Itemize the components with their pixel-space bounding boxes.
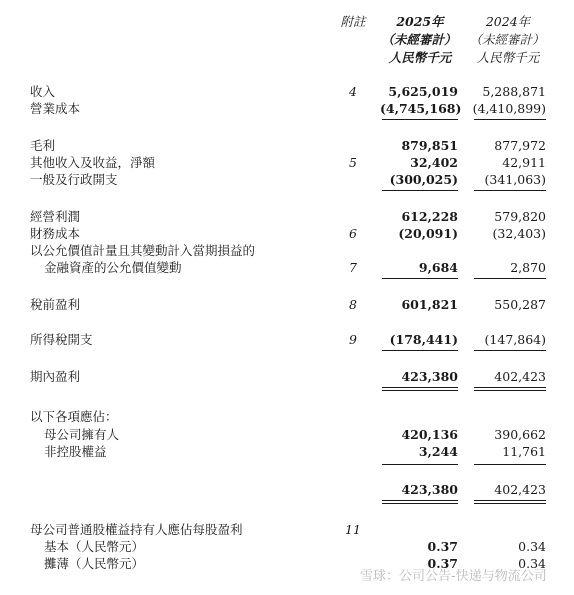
- value-2025: 423,380: [401, 369, 458, 384]
- watermark: [360, 565, 547, 584]
- watermark-text: 雪球：公司公告-快递与物流公司: [360, 569, 547, 584]
- double-rule-profit-1: [382, 387, 458, 388]
- rule-after-cost-2024: [474, 119, 546, 120]
- value-2025: (178,441): [389, 332, 458, 347]
- double-rule-profit-2024-1: [474, 387, 546, 388]
- rule-after-tax-2024: [474, 350, 546, 351]
- value-2025: 9,684: [418, 260, 458, 275]
- row-fvtpl-heading: [0, 243, 574, 259]
- row-label: 營業成本: [30, 101, 81, 116]
- row-finance-costs: [0, 226, 574, 242]
- row-revenue: [0, 84, 574, 100]
- rule-after-admin-2024: [474, 190, 546, 191]
- double-rule-profit-2024-2: [474, 390, 546, 391]
- row-note: 4: [349, 84, 357, 99]
- row-label: 財務成本: [30, 226, 81, 241]
- rule-after-cost: [382, 119, 458, 120]
- row-label: 期內盈利: [30, 369, 81, 384]
- rule-after-tax: [382, 350, 458, 351]
- row-profit-for-period: [0, 369, 574, 385]
- rule-after-fvtpl-2024: [474, 278, 546, 279]
- double-rule-total-2: [382, 503, 458, 504]
- value-2024: 390,662: [494, 427, 546, 442]
- col-2024-year: 2024年: [485, 14, 531, 29]
- value-2024: 0.34: [518, 556, 546, 571]
- value-2024: 42,911: [502, 155, 546, 170]
- value-2024: 11,761: [502, 444, 546, 459]
- value-2024: 5,288,871: [482, 84, 546, 99]
- row-label: 以下各項應佔：: [30, 409, 118, 424]
- value-2024: 579,820: [494, 209, 546, 224]
- value-2025: 32,402: [410, 155, 458, 170]
- row-note: 7: [349, 260, 357, 275]
- value-2025: 423,380: [401, 482, 458, 497]
- row-owners-of-parent: [0, 427, 574, 443]
- double-rule-total-2024-2: [474, 503, 546, 504]
- col-2025-unit: 人民幣千元: [388, 50, 452, 65]
- double-rule-total-1: [382, 500, 458, 501]
- row-eps-heading: [0, 522, 574, 538]
- value-2025: 420,136: [401, 427, 458, 442]
- value-2025: 879,851: [401, 138, 458, 153]
- row-attributable-heading: [0, 409, 574, 425]
- row-label: 基本（人民幣元）: [44, 539, 145, 554]
- row-fvtpl-change: [0, 260, 574, 276]
- row-label: 收入: [30, 84, 56, 99]
- row-label: 其他收入及收益，淨額: [30, 155, 156, 170]
- row-cost-of-sales: [0, 101, 574, 117]
- row-label: 金融資產的公允價值變動: [44, 260, 182, 275]
- value-2025: 601,821: [401, 297, 458, 312]
- rule-after-nci: [382, 464, 458, 465]
- row-gross-profit: [0, 138, 574, 154]
- row-note: 5: [349, 155, 357, 170]
- value-2024: 2,870: [510, 260, 546, 275]
- row-eps-basic: [0, 539, 574, 555]
- value-2025: (300,025): [389, 172, 458, 187]
- value-2025: 0.37: [427, 539, 458, 554]
- note-column-header: 附註: [340, 14, 366, 29]
- double-rule-profit-2: [382, 390, 458, 391]
- value-2024: (147,864): [484, 332, 546, 347]
- row-label: 以公允價值計量且其變動計入當期損益的: [30, 243, 256, 258]
- rule-after-fvtpl: [382, 278, 458, 279]
- row-label: 毛利: [30, 138, 56, 153]
- value-2024: 402,423: [494, 369, 546, 384]
- col-2024-audit: （未經審計）: [469, 32, 545, 47]
- row-note: 9: [349, 332, 357, 347]
- value-2024: (341,063): [484, 172, 546, 187]
- col-2025-audit: （未經審計）: [381, 32, 457, 47]
- double-rule-total-2024-1: [474, 500, 546, 501]
- row-label: 稅前盈利: [30, 297, 81, 312]
- row-label: 一般及行政開支: [30, 172, 118, 187]
- row-non-controlling: [0, 444, 574, 460]
- row-note: 11: [345, 522, 361, 537]
- row-note: 6: [349, 226, 357, 241]
- value-2024: (4,410,899): [472, 101, 546, 116]
- row-attributable-total: [0, 482, 574, 498]
- row-label: 經營利潤: [30, 209, 81, 224]
- row-other-income: [0, 155, 574, 171]
- value-2024: 550,287: [494, 297, 546, 312]
- value-2025: 3,244: [418, 444, 458, 459]
- rule-after-admin: [382, 190, 458, 191]
- value-2024: 0.34: [518, 539, 546, 554]
- row-label: 所得稅開支: [30, 332, 93, 347]
- row-label: 非控股權益: [44, 444, 107, 459]
- col-2025-year: 2025年: [396, 14, 444, 29]
- value-2025: 5,625,019: [388, 84, 458, 99]
- row-label: 母公司普通股權益持有人應佔每股盈利: [30, 522, 243, 537]
- row-operating-profit: [0, 209, 574, 225]
- row-label: 母公司擁有人: [44, 427, 120, 442]
- value-2025: 0.37: [427, 556, 458, 571]
- value-2024: 877,972: [494, 138, 546, 153]
- value-2025: (20,091): [398, 226, 458, 241]
- value-2025: 612,228: [401, 209, 458, 224]
- row-income-tax: [0, 332, 574, 348]
- col-2024-unit: 人民幣千元: [476, 50, 540, 65]
- value-2024: 402,423: [494, 482, 546, 497]
- value-2024: (32,403): [492, 226, 546, 241]
- row-admin-expenses: [0, 172, 574, 188]
- row-profit-before-tax: [0, 297, 574, 313]
- value-2025: (4,745,168): [380, 101, 462, 116]
- row-label: 攤薄（人民幣元）: [44, 556, 145, 571]
- row-note: 8: [349, 297, 357, 312]
- rule-after-nci-2024: [474, 464, 546, 465]
